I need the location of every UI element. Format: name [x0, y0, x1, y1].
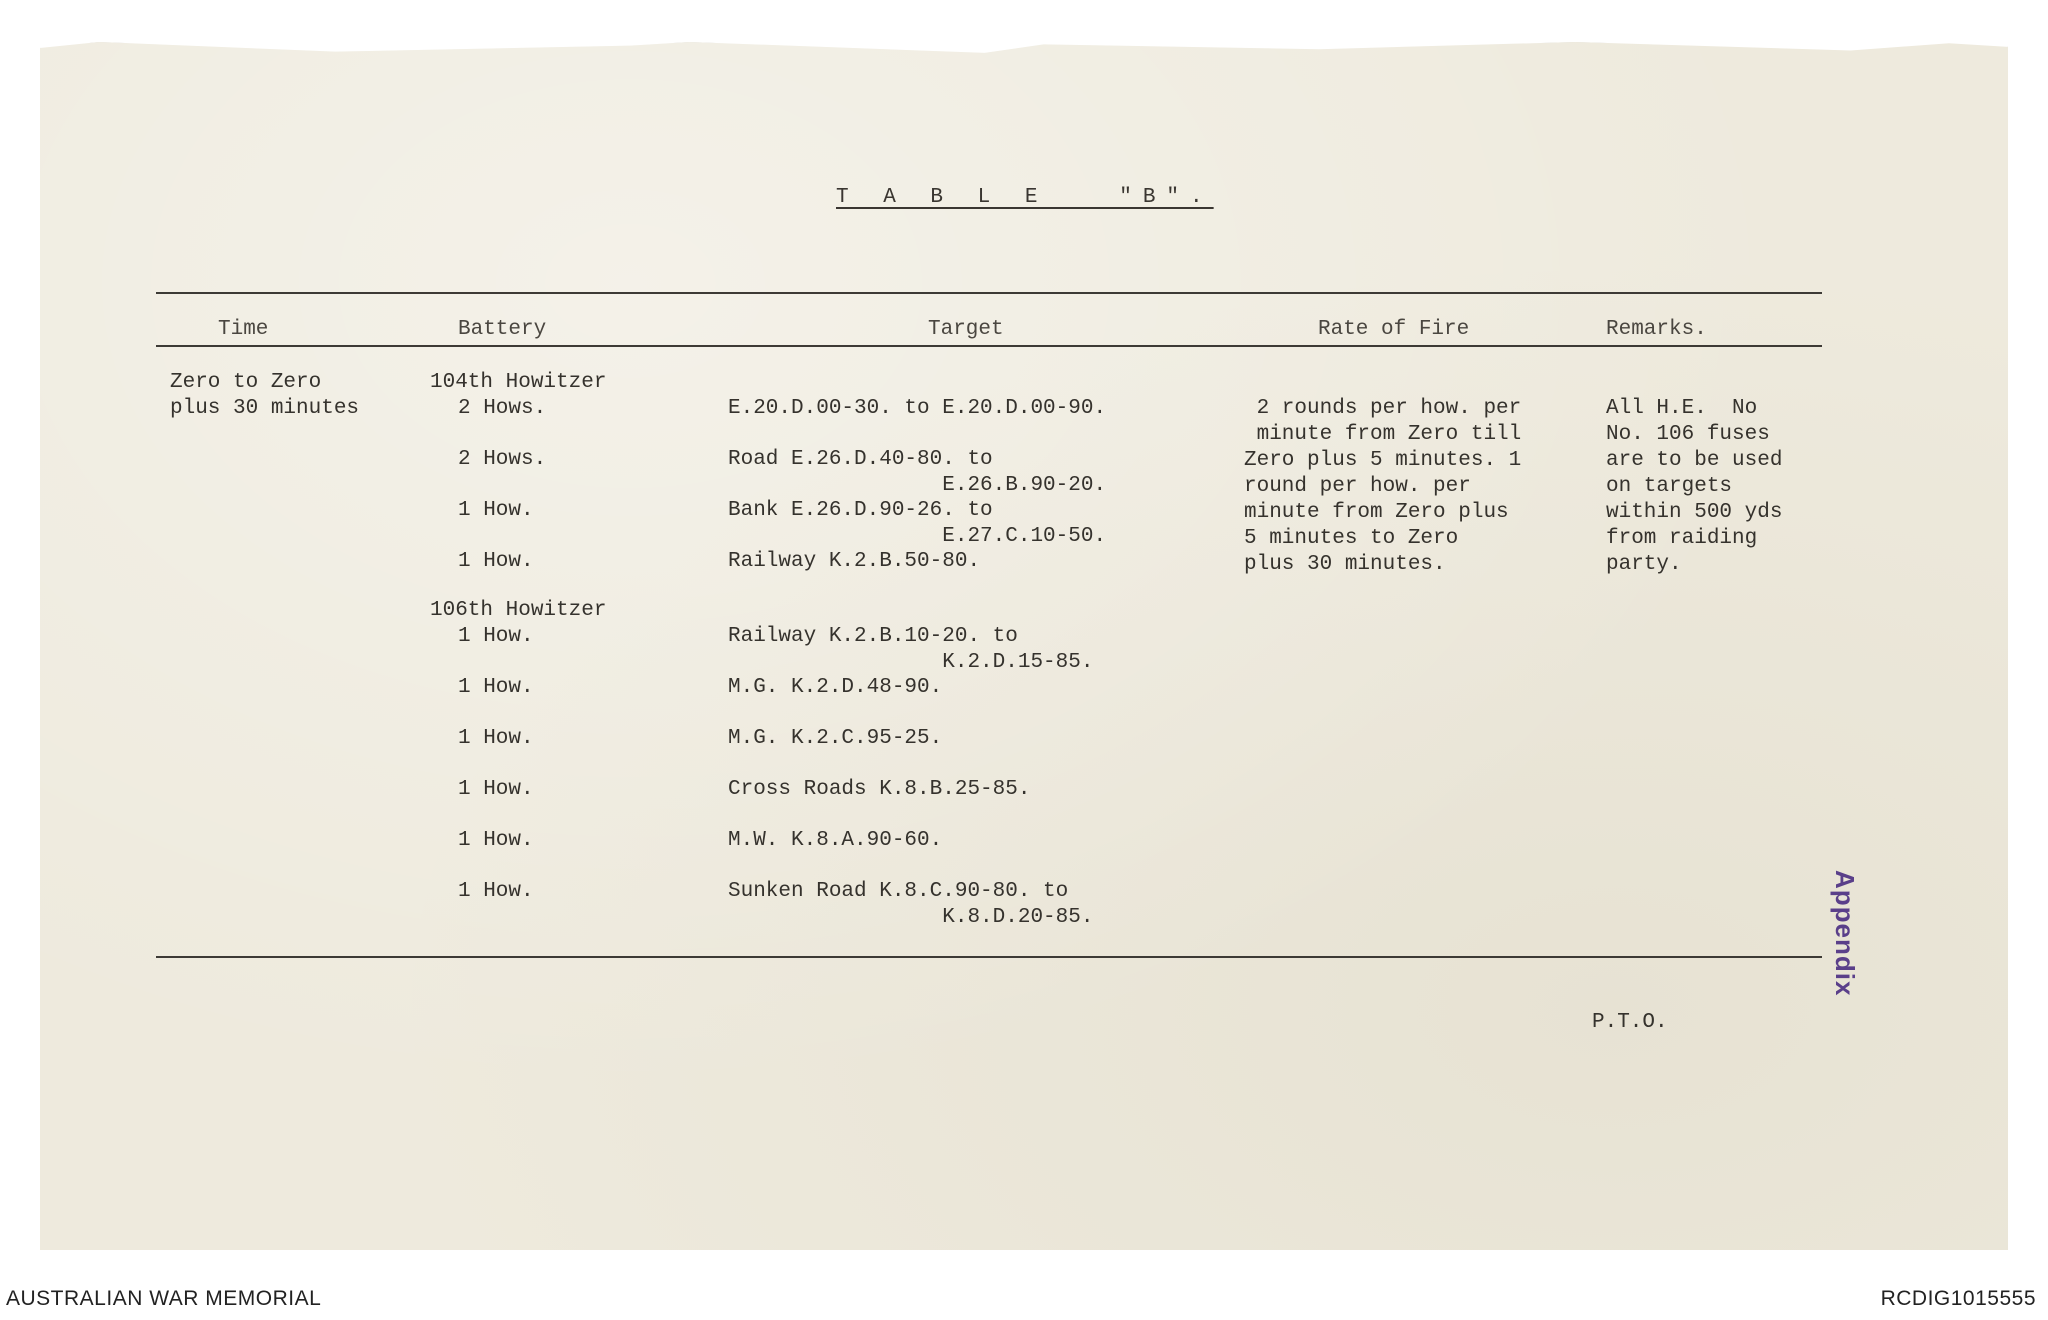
- pto-label: P.T.O.: [1592, 1011, 1668, 1034]
- header-target: Target: [928, 318, 1004, 341]
- bottom-rule: [156, 956, 1822, 958]
- battery-row: 1 How.: [458, 727, 534, 750]
- table-title: T A B L E "B".: [836, 186, 1214, 209]
- target-row: M.G. K.2.C.95-25.: [728, 727, 943, 750]
- battery-row: 2 Hows.: [458, 397, 547, 420]
- header-time: Time: [218, 318, 269, 341]
- battery-row: 1 How.: [458, 625, 534, 648]
- header-remarks: Remarks.: [1606, 318, 1707, 341]
- footer-archive-name: AUSTRALIAN WAR MEMORIAL: [6, 1287, 322, 1310]
- battery-row: 1 How.: [458, 829, 534, 852]
- target-row: Railway K.2.B.10-20. to K.2.D.15-85.: [728, 625, 1094, 674]
- time-cell: Zero to Zero plus 30 minutes: [170, 371, 360, 420]
- rate-of-fire-cell: 2 rounds per how. per minute from Zero till Zero plus 5 minutes. 1 round per how. per minute from Zero plus 5 minutes to Zero plus 30 minutes.: [1244, 397, 1522, 576]
- appendix-stamp: Appendix: [1830, 870, 1860, 997]
- target-row: M.W. K.8.A.90-60.: [728, 829, 943, 852]
- target-row: Sunken Road K.8.C.90-80. to K.8.D.20-85.: [728, 880, 1094, 929]
- top-rule: [156, 292, 1822, 294]
- target-row: Road E.26.D.40-80. to E.26.B.90-20.: [728, 448, 1107, 497]
- target-row: E.20.D.00-30. to E.20.D.00-90.: [728, 397, 1107, 420]
- target-row: M.G. K.2.D.48-90.: [728, 676, 943, 699]
- remarks-cell: All H.E. No No. 106 fuses are to be used on targets within 500 yds from raiding party.: [1606, 397, 1783, 576]
- battery-row: 1 How.: [458, 778, 534, 801]
- battery-row: 1 How.: [458, 676, 534, 699]
- header-battery: Battery: [458, 318, 547, 341]
- header-rate-of-fire: Rate of Fire: [1318, 318, 1470, 341]
- header-rule: [156, 345, 1822, 347]
- target-row: Bank E.26.D.90-26. to E.27.C.10-50.: [728, 499, 1107, 548]
- battery-row: 2 Hows.: [458, 448, 547, 471]
- battery-row: 1 How.: [458, 880, 534, 903]
- battery-106-label: 106th Howitzer: [430, 599, 607, 622]
- target-row: Cross Roads K.8.B.25-85.: [728, 778, 1031, 801]
- battery-row: 1 How.: [458, 499, 534, 522]
- footer-record-id: RCDIG1015555: [1880, 1287, 2036, 1310]
- target-row: Railway K.2.B.50-80.: [728, 550, 981, 573]
- battery-row: 1 How.: [458, 550, 534, 573]
- battery-104-label: 104th Howitzer: [430, 371, 607, 394]
